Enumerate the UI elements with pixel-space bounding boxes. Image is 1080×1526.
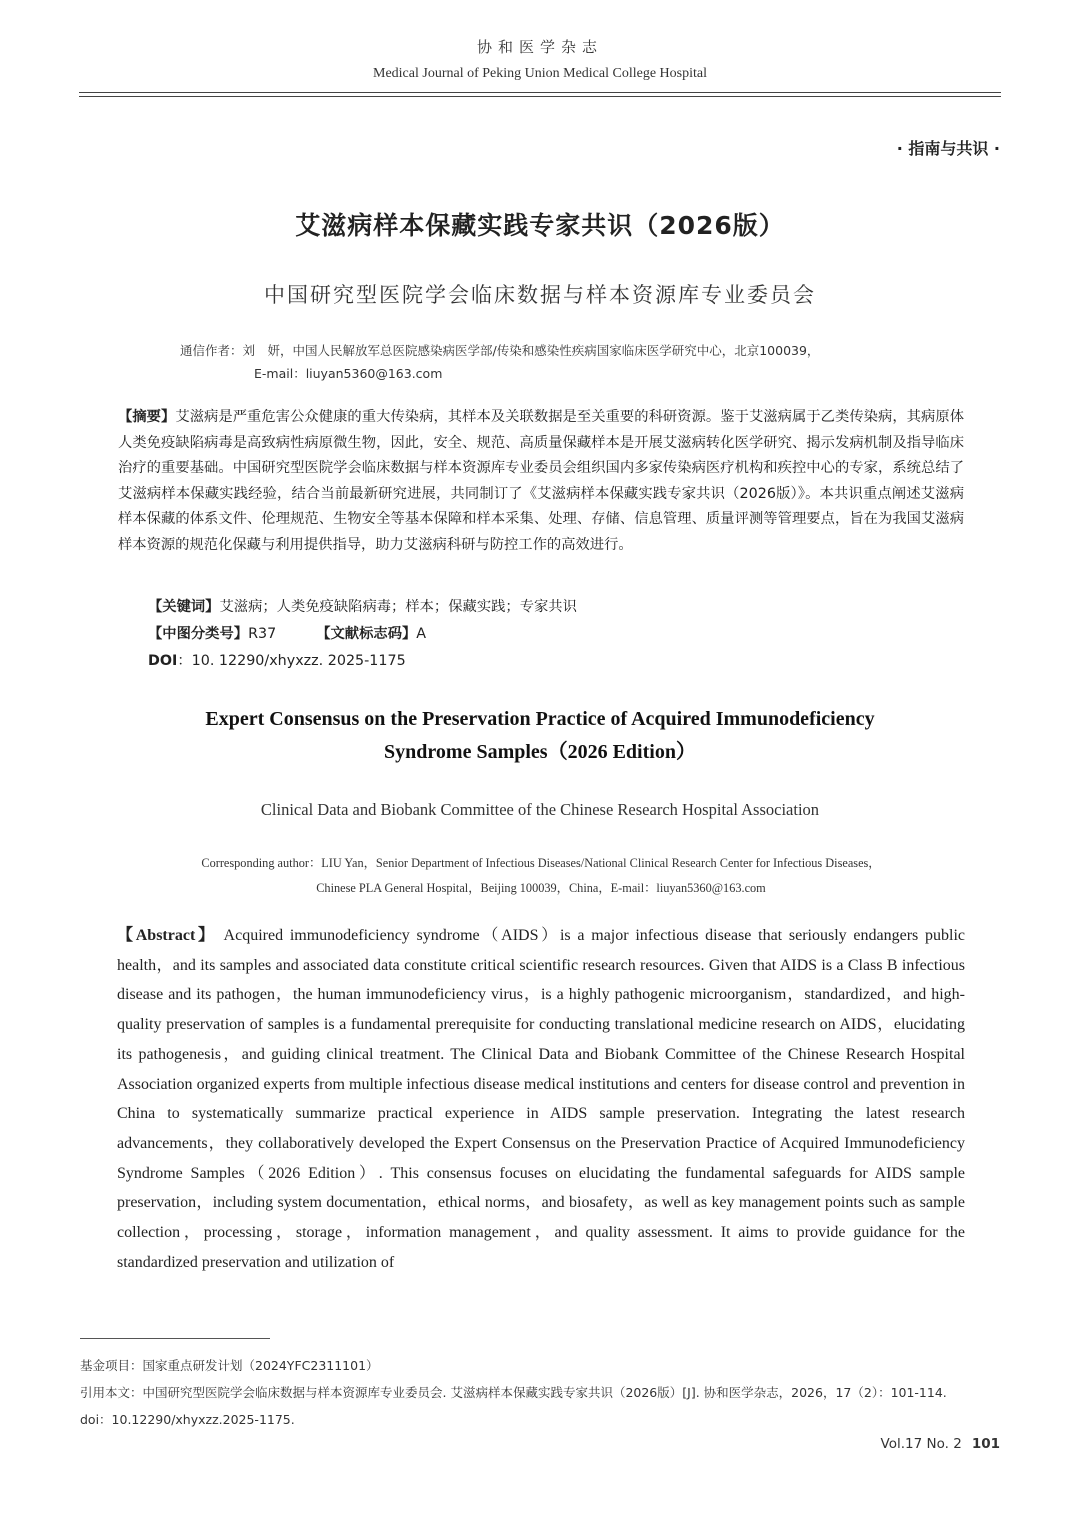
keywords-text: 艾滋病；人类免疫缺陷病毒；样本；保藏实践；专家共识 bbox=[219, 599, 577, 615]
clc-value: R37 bbox=[248, 626, 277, 642]
corresponding-en-line2: Chinese PLA General Hospital，Beijing 100039，China，E-mail：liuyan5360@163.com bbox=[316, 881, 766, 895]
keywords-cn bbox=[148, 596, 577, 616]
title-en-line2: Syndrome Samples（2026 Edition） bbox=[384, 741, 696, 763]
abstract-en bbox=[117, 921, 965, 1277]
volume-issue: Vol.17 No. 2 bbox=[880, 1436, 962, 1452]
journal-title-en: Medical Journal of Peking Union Medical College Hospital bbox=[373, 66, 707, 81]
citation-footnote: 引用本文：中国研究型医院学会临床数据与样本资源库专业委员会. 艾滋病样本保藏实践专家共识（2026版）[J]. 协和医学杂志，2026，17（2）：101-114. doi：10.12290/xhyxzz.2025-1175. bbox=[80, 1385, 947, 1427]
corresponding-en-line1: Corresponding author：LIU Yan，Senior Department of Infectious Diseases/National Clinical Research Center for Infectious Diseases， bbox=[201, 856, 881, 870]
keywords-label: 【关键词】 bbox=[148, 599, 220, 615]
article-title-cn: 艾滋病样本保藏实践专家共识（2026版） bbox=[295, 211, 785, 240]
abstract-cn-text: 艾滋病是严重危害公众健康的重大传染病，其样本及关联数据是至关重要的科研资源。鉴于艾滋病属于乙类传染病，其病原体人类免疫缺陷病毒是高致病性病原微生物，因此，安全、规范、高质量保藏样本是开展艾滋病转化医学研究、揭示发病机制及指导临床治疗的重要基础。中国研究型医院学会临床数据与样本资源库专业委员会组织国内多家传染病医疗机构和疾控中心的专家，系统总结了艾滋病样本保藏实践经验，结合当前最新研究进展，共同制订了《艾滋病样本保藏实践专家共识（2026版）》。本共识重点阐述艾滋病样本保藏的体系文件、伦理规范、生物安全等基本保障和样本采集、处理、存储、信息管理、质量评测等管理要点，旨在为我国艾滋病样本资源的规范化保藏与利用提供指导，助力艾滋病科研与防控工作的高效进行。 bbox=[118, 409, 964, 553]
journal-title-cn: 协和医学杂志 bbox=[476, 38, 603, 56]
abstract-en-label: 【Abstract】 bbox=[117, 927, 217, 944]
corresponding-line1: 通信作者：刘 妍，中国人民解放军总医院感染病医学部/传染和感染性疾病国家临床医学研究中心，北京100039， bbox=[180, 343, 820, 358]
page-number: 101 bbox=[971, 1436, 1000, 1452]
clc-label: 【中图分类号】 bbox=[148, 626, 249, 642]
author-en: Clinical Data and Biobank Committee of the Chinese Research Hospital Association bbox=[260, 800, 820, 819]
abstract-cn bbox=[118, 405, 964, 559]
doc-code-label: 【文献标志码】 bbox=[316, 626, 417, 642]
funding-footnote: 基金项目：国家重点研发计划（2024YFC2311101） bbox=[80, 1358, 379, 1373]
classification-line bbox=[148, 623, 426, 643]
abstract-en-text: Acquired immunodeficiency syndrome（AIDS）is a major infectious disease that seriously endangers public health，and its samples and associated data constitute critical scientific research resources. Given that AIDS is a Class B infectious disease and its pathogen，the human immunodeficiency virus，is a highly pathogenic microorganism，standardized，and high-quality preservation of samples is a fundamental prerequisite for conducting translational medicine research on AIDS，elucidating its pathogenesis，and guiding clinical treatment. The Clinical Data and Biobank Committee of the Chinese Research Hospital Association organized experts from multiple infectious disease medical institutions and centers for disease control and prevention in China to systematically summarize practical experience in AIDS sample preservation. Integrating the latest research advancements，they collaboratively developed the Expert Consensus on the Preservation Practice of Acquired Immunodeficiency Syndrome Samples（2026 Edition）. This consensus focuses on elucidating the fundamental safeguards for AIDS sample preservation，including system documentation，ethical norms，and biosafety，as well as key management points such as sample collection，processing，storage，information management，and quality assessment. It aims to provide guidance for the standardized preservation and utilization of bbox=[117, 927, 965, 1271]
doc-code-value: A bbox=[416, 626, 427, 642]
article-title-en bbox=[0, 703, 1080, 769]
doi-label: DOI bbox=[148, 653, 178, 669]
header-rule-thin bbox=[79, 96, 1001, 97]
doi-value: ：10. 12290/xhyxzz. 2025-1175 bbox=[177, 653, 406, 669]
corresponding-author-en bbox=[118, 851, 964, 901]
doi-line bbox=[148, 650, 406, 670]
corresponding-author-cn bbox=[180, 339, 819, 385]
header-rule-thick bbox=[79, 92, 1001, 93]
page-footer bbox=[881, 1436, 1000, 1452]
abstract-cn-label: 【摘要】 bbox=[118, 409, 176, 425]
corresponding-email: E-mail：liuyan5360@163.com bbox=[254, 366, 443, 381]
column-tag: · 指南与共识 · bbox=[896, 139, 1000, 158]
footnote-rule bbox=[80, 1338, 270, 1339]
title-en-line1: Expert Consensus on the Preservation Practice of Acquired Immunodeficiency bbox=[205, 708, 875, 730]
author-cn: 中国研究型医院学会临床数据与样本资源库专业委员会 bbox=[264, 283, 816, 307]
